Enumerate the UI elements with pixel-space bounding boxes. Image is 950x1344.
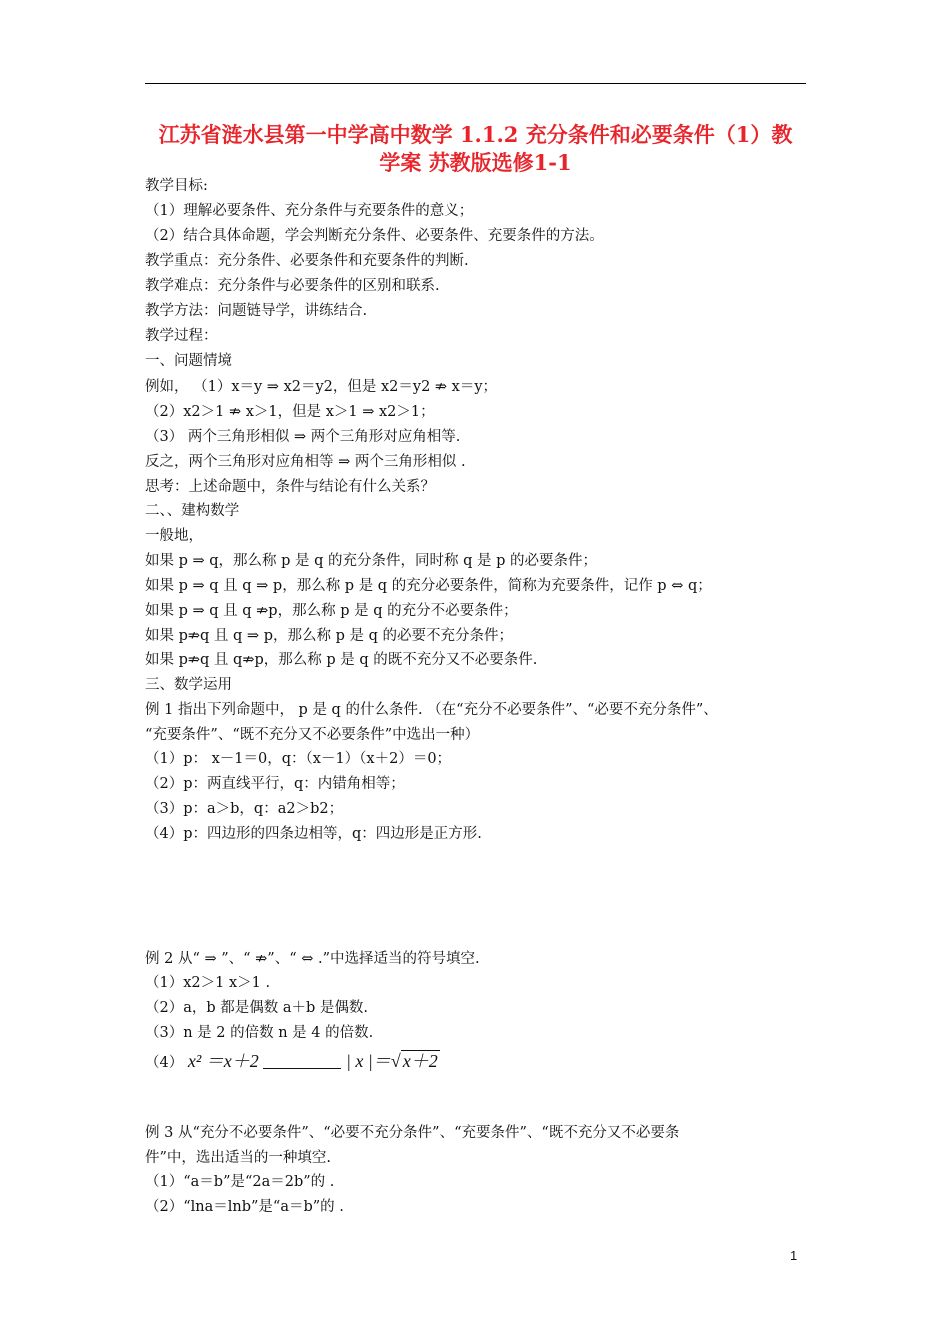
example-1-item-3: （3）p：a＞b，q：a2＞b2； xyxy=(145,801,344,817)
example-3-prompt: 例 3 从“充分不必要条件”、“必要不充分条件”、“充要条件”、“既不充分又不必要条 xyxy=(145,1125,680,1141)
example-2-item-1: （1）x2＞1 x＞1 . xyxy=(145,975,271,991)
example-3-item-1: （1）“a＝b”是“2a＝2b”的 . xyxy=(145,1174,335,1190)
example-1-item-4: （4）p：四边形的四条边相等，q：四边形是正方形. xyxy=(145,826,482,842)
thinking-question: 思考：上述命题中，条件与结论有什么关系？ xyxy=(145,479,435,495)
title-line-2: 学案 苏教版选修1-1 xyxy=(379,150,572,175)
intro-example-2: （2）x2＞1 ⇏ x＞1，但是 x＞1 ⇒ x2＞1； xyxy=(145,404,435,420)
example-2-item-4-blank[interactable] xyxy=(263,1052,341,1069)
section-3-heading: 三、数学运用 xyxy=(145,677,232,693)
section-1-heading: 一、问题情境 xyxy=(145,353,232,369)
title-line-1: 江苏省涟水县第一中学高中数学 1.1.2 充分条件和必要条件（1）教 xyxy=(158,122,793,147)
definition-iff: 如果 p ⇒ q 且 q ⇒ p，那么称 p 是 q 的充分必要条件，简称为充要条件，记作 p ⇔ q； xyxy=(145,578,712,594)
definition-sufficient-not-necessary: 如果 p ⇒ q 且 q ⇏p，那么称 p 是 q 的充分不必要条件； xyxy=(145,603,518,619)
example-2-item-2: （2）a，b 都是偶数 a＋b 是偶数. xyxy=(145,1000,369,1016)
objective-2: （2）结合具体命题，学会判断充分条件、必要条件、充要条件的方法。 xyxy=(145,228,604,244)
example-1-item-2: （2）p：两直线平行，q：内错角相等； xyxy=(145,776,405,792)
intro-example-3: （3） 两个三角形相似 ⇒ 两个三角形对应角相等. xyxy=(145,429,461,445)
example-3-item-2: （2）“lna＝lnb”是“a＝b”的 . xyxy=(145,1199,344,1215)
section-2-heading: 二、、建构数学 xyxy=(145,503,240,519)
objective-1: （1）理解必要条件、充分条件与充要条件的意义； xyxy=(145,203,474,219)
example-1-prompt-cont: “充要条件”、“既不充分又不必要条件”中选出一种） xyxy=(145,727,480,743)
definition-necessary-not-sufficient: 如果 p⇏q 且 q ⇒ p，那么称 p 是 q 的必要不充分条件； xyxy=(145,628,513,644)
example-2-item-4-label: （4） xyxy=(145,1055,184,1071)
example-1-prompt: 例 1 指出下列命题中， p 是 q 的什么条件. （在“充分不必要条件”、“必要不充分条件”、 xyxy=(145,702,718,718)
objectives-heading: 教学目标: xyxy=(145,178,208,194)
difficulties: 教学难点：充分条件与必要条件的区别和联系. xyxy=(145,278,440,294)
example-2-item-4-abs: | x |＝ xyxy=(345,1051,391,1071)
key-points: 教学重点：充分条件、必要条件和充要条件的判断. xyxy=(145,253,469,269)
process-heading: 教学过程： xyxy=(145,328,218,344)
example-1-item-1: （1）p： x－1＝0，q：（x－1）（x＋2）＝0； xyxy=(145,751,452,767)
example-2-item-4-lhs: x² ＝x＋2 xyxy=(187,1051,259,1071)
example-2-item-4: （4） x² ＝x＋2 | x |＝√ x＋2 xyxy=(145,1051,438,1071)
example-3-prompt-cont: 件”中，选出适当的一种填空. xyxy=(145,1150,332,1166)
teaching-method: 教学方法：问题链导学，讲练结合. xyxy=(145,303,368,319)
intro-converse: 反之，两个三角形对应角相等 ⇒ 两个三角形相似 . xyxy=(145,454,466,470)
example-2-prompt: 例 2 从“ ⇒ ”、“ ⇏”、“ ⇔ .”中选择适当的符号填空. xyxy=(145,951,480,967)
definition-sufficient: 如果 p ⇒ q，那么称 p 是 q 的充分条件，同时称 q 是 p 的必要条件； xyxy=(145,553,598,569)
definition-neither: 如果 p⇏q 且 q⇏p，那么称 p 是 q 的既不充分又不必要条件. xyxy=(145,652,538,668)
example-2-item-4-radicand: x＋2 xyxy=(402,1051,438,1071)
header-rule xyxy=(145,83,806,84)
example-2-item-3: （3）n 是 2 的倍数 n 是 4 的倍数. xyxy=(145,1025,374,1041)
generally: 一般地， xyxy=(145,528,203,544)
page-number: 1 xyxy=(790,1248,798,1263)
intro-example-1: 例如， （1）x＝y ⇒ x2＝y2，但是 x2＝y2 ⇏ x＝y； xyxy=(145,379,498,395)
